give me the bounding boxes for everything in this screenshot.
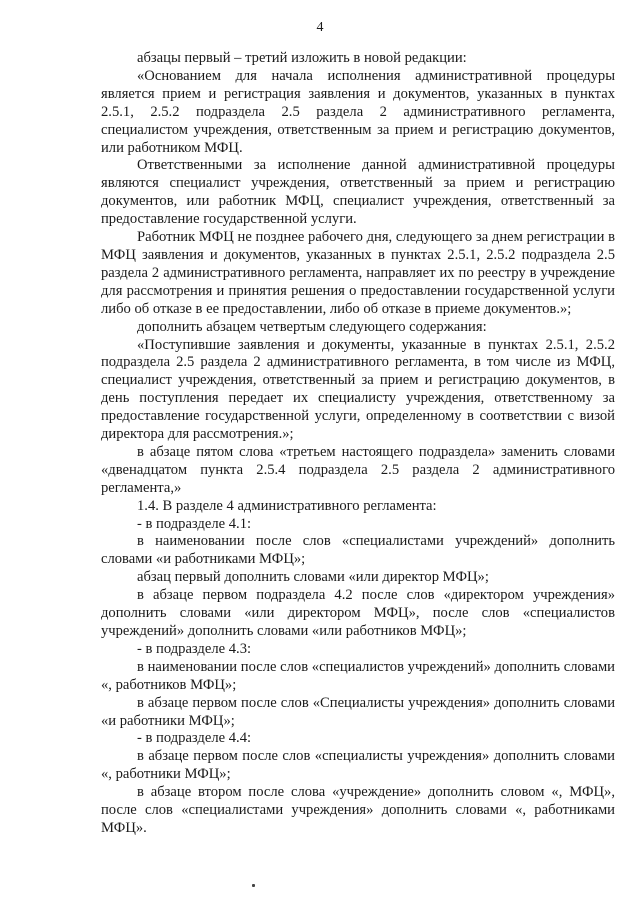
paragraph-5: дополнить абзацем четвертым следующего содержания:: [137, 318, 487, 335]
paragraph-3: Ответственными за исполнение данной административной процедуры являются специалист учреждения, ответственный за прием и регистрацию документов, или работник МФЦ, специалист учреждения, ответственный за предоставление государственной услуги.: [101, 157, 615, 228]
paragraph-13: - в подразделе 4.3:: [137, 640, 252, 657]
paragraph-8: 1.4. В разделе 4 административного регламента:: [137, 497, 437, 514]
paragraph-6: «Поступившие заявления и документы, указанные в пунктах 2.5.1, 2.5.2 подраздела 2.5 раздела 2 административного регламента, в том числе из МФЦ, специалист учреждения, ответственный за прием и регистрацию документов, в день поступления передает их специалисту учреждения, ответственному за предоставление государственной услуги, определенному в соответствии с визой директора для рассмотрения.»;: [101, 336, 615, 443]
paragraph-11: абзац первый дополнить словами «или директор МФЦ»;: [137, 569, 489, 586]
paragraph-2: «Основанием для начала исполнения административной процедуры является прием и регистрация заявления и документов, указанных в пунктах 2.5.1, 2.5.2 подраздела 2.5 раздела 2 административного регламента, специалистом учреждения, ответственным за прием и регистрацию документов, или работником МФЦ.: [101, 67, 615, 156]
paragraph-7: в абзаце пятом слова «третьем настоящего подраздела» заменить словами «двенадцатом пункта 2.5.4 подраздела 2.5 раздела 2 административного регламента,»: [101, 443, 615, 496]
paragraph-1: абзацы первый – третий изложить в новой редакции:: [137, 50, 467, 66]
paragraph-14: в наименовании после слов «специалистов учреждений» дополнить словами «, работников МФЦ»;: [101, 658, 615, 693]
paragraph-18: в абзаце втором после слова «учреждение» дополнить словом «, МФЦ», после слов «специалистами учреждения» дополнить словами «, работниками МФЦ».: [101, 784, 615, 836]
scan-speck: [252, 884, 255, 887]
paragraph-17: в абзаце первом после слов «специалисты учреждения» дополнить словами «, работники МФЦ»;: [101, 748, 615, 783]
paragraph-12: в абзаце первом подраздела 4.2 после слов «директором учреждения» дополнить словами «или директором МФЦ», после слов «специалистов учреждений» дополнить словами «или работников МФЦ»;: [101, 587, 615, 639]
paragraph-4: Работник МФЦ не позднее рабочего дня, следующего за днем регистрации в МФЦ заявления и документов, указанных в пунктах 2.5.1, 2.5.2 подраздела 2.5 раздела 2 административного регламента, направляет их по реестру в учреждение для рассмотрения и принятия решения о предоставлении государственной услуги либо об отказе в ее предоставлении, либо об отказе в приеме документов.»;: [101, 229, 615, 317]
paragraph-15: в абзаце первом после слов «Специалисты учреждения» дополнить словами «и работники МФЦ»;: [101, 694, 615, 729]
paragraph-10: в наименовании после слов «специалистами учреждений» дополнить словами «и работниками МФЦ»;: [101, 533, 615, 568]
page-number: 4: [316, 20, 324, 35]
paragraph-9: - в подразделе 4.1:: [137, 515, 252, 532]
paragraph-16: - в подразделе 4.4:: [137, 730, 252, 747]
document-body: [101, 50, 615, 838]
